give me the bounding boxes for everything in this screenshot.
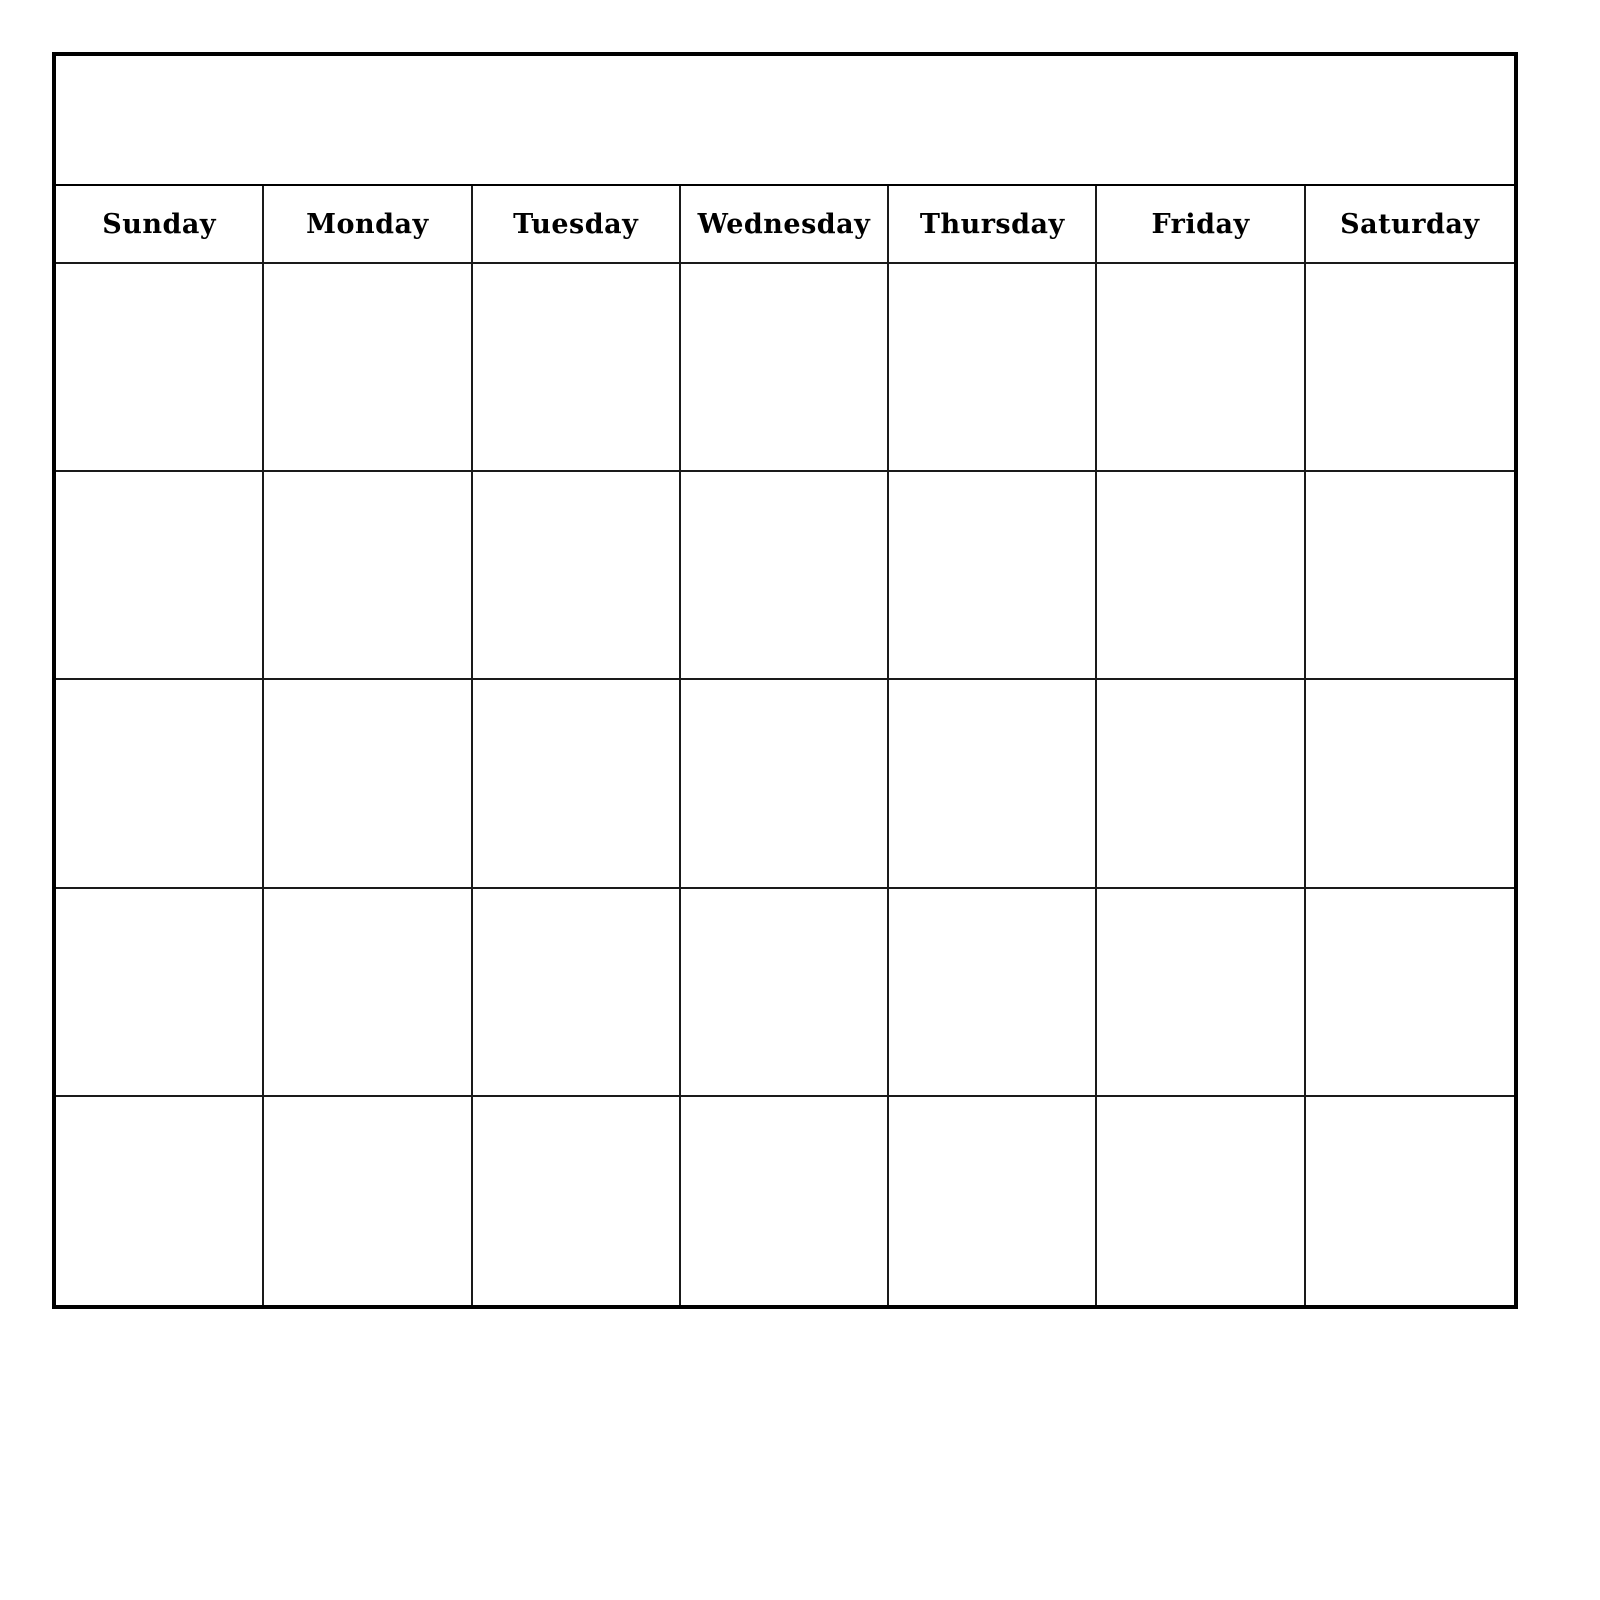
day-cell bbox=[264, 472, 472, 680]
calendar bbox=[52, 52, 1518, 1309]
weekday-header-monday: Monday bbox=[264, 186, 472, 264]
calendar-grid bbox=[56, 186, 1514, 1305]
day-cell bbox=[473, 889, 681, 1097]
day-cell bbox=[1097, 889, 1305, 1097]
day-cell bbox=[264, 680, 472, 888]
day-cell bbox=[681, 889, 889, 1097]
day-cell bbox=[264, 1097, 472, 1305]
month-title-area bbox=[56, 56, 1514, 186]
day-cell bbox=[1306, 889, 1514, 1097]
day-cell bbox=[1306, 264, 1514, 472]
day-cell bbox=[889, 889, 1097, 1097]
day-cell bbox=[681, 472, 889, 680]
day-cell bbox=[1097, 472, 1305, 680]
weekday-header-saturday: Saturday bbox=[1306, 186, 1514, 264]
weekday-header-wednesday: Wednesday bbox=[681, 186, 889, 264]
day-cell bbox=[681, 1097, 889, 1305]
day-cell bbox=[889, 264, 1097, 472]
day-cell bbox=[889, 472, 1097, 680]
day-cell bbox=[1097, 1097, 1305, 1305]
day-cell bbox=[473, 1097, 681, 1305]
day-cell bbox=[1097, 680, 1305, 888]
day-cell bbox=[56, 472, 264, 680]
day-cell bbox=[1097, 264, 1305, 472]
weekday-header-tuesday: Tuesday bbox=[473, 186, 681, 264]
day-cell bbox=[681, 680, 889, 888]
day-cell bbox=[264, 889, 472, 1097]
day-cell bbox=[889, 1097, 1097, 1305]
day-cell bbox=[264, 264, 472, 472]
day-cell bbox=[889, 680, 1097, 888]
day-cell bbox=[56, 264, 264, 472]
day-cell bbox=[56, 680, 264, 888]
day-cell bbox=[473, 472, 681, 680]
day-cell bbox=[473, 680, 681, 888]
day-cell bbox=[1306, 472, 1514, 680]
weekday-header-thursday: Thursday bbox=[889, 186, 1097, 264]
day-cell bbox=[473, 264, 681, 472]
day-cell bbox=[56, 1097, 264, 1305]
day-cell bbox=[1306, 1097, 1514, 1305]
day-cell bbox=[56, 889, 264, 1097]
day-cell bbox=[681, 264, 889, 472]
weekday-header-friday: Friday bbox=[1097, 186, 1305, 264]
weekday-header-sunday: Sunday bbox=[56, 186, 264, 264]
day-cell bbox=[1306, 680, 1514, 888]
